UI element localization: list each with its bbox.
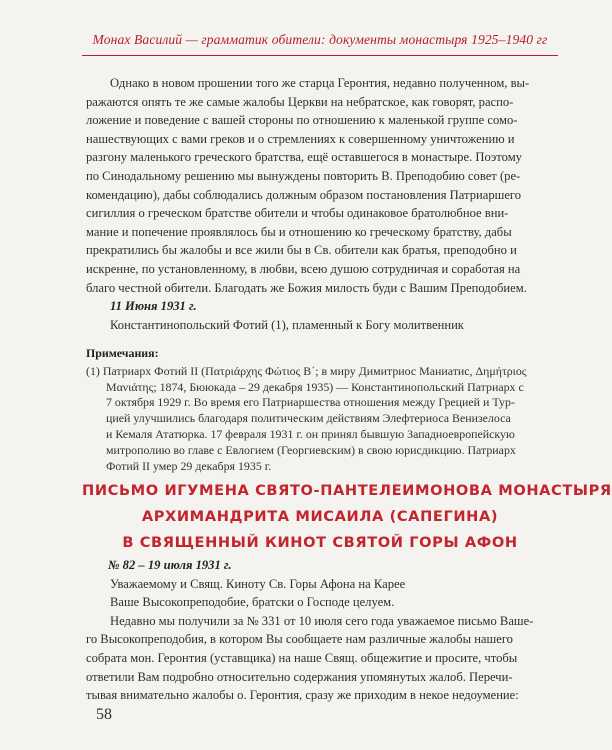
paragraph-line: Недавно мы получили за № 331 от 10 июля сего года уважаемое письмо Ваше- xyxy=(110,613,534,628)
notes xyxy=(86,346,556,474)
paragraph-line: го Высокопреподобия, в котором Вы сообщаете нам различные жалобы нашего xyxy=(86,632,513,647)
running-header: Монах Василий — грамматик обители: документы монастыря 1925–1940 гг xyxy=(92,32,548,47)
paragraph-line: тывая внимательно жалобы о. Геронтия, сразу же приходим в некое недоумение: xyxy=(86,688,519,703)
paragraph-line: по Синодальному решению мы вынуждены повторить В. Преподобию совет (ре- xyxy=(86,168,521,183)
header-rule xyxy=(82,55,558,56)
note-line: Μανιάτης; 1874, Бююкада – 29 декабря 1935) — Константинопольский Патриарх с xyxy=(106,379,524,394)
section-title xyxy=(82,478,612,556)
paragraph-line: сигиллия о греческом братстве обители и чтобы одинаковое братолюбное вни- xyxy=(86,206,509,221)
paragraph-line: Однако в новом прошении того же старца Геронтия, недавно полученном, вы- xyxy=(110,76,530,90)
note-line: и Кемаля Ататюрка. 17 февраля 1931 г. он принял бывшую Западноевропейскую xyxy=(106,426,515,441)
note-line: митрополию во главе с Евлогием (Георгиевским) в свою юрисдикцию. Патриарх xyxy=(106,442,516,457)
paragraph-line: прекратились бы жалобы и все жили бы в Св. обители как братья, преподобно и xyxy=(86,243,517,258)
note-line: цией улучшились благодаря политическим действиям Элефтериоса Венизелоса xyxy=(106,411,511,426)
document-number-date: № 82 – 19 июля 1931 г. xyxy=(108,558,232,572)
note-line: 7 октября 1929 г. Во время его Патриаршества отношения между Грецией и Тур- xyxy=(106,395,515,410)
note-line: Фотий II умер 29 декабря 1935 г. xyxy=(106,458,272,473)
letter-body xyxy=(86,74,556,334)
address-line: Ваше Высокопреподобие, братски о Господе целуем. xyxy=(110,595,395,610)
letter-date: 11 Июня 1931 г. xyxy=(110,299,197,314)
section-title-line: ПИСЬМО ИГУМЕНА СВЯТО-ПАНТЕЛЕИМОНОВА МОНАСТЫРЯ xyxy=(82,482,612,499)
section-title-line: В СВЯЩЕННЫЙ КИНОТ СВЯТОЙ ГОРЫ АФОН xyxy=(122,534,518,551)
notes-heading: Примечания: xyxy=(86,346,159,360)
paragraph-line: искренне, по установленному, в любви, всею душою сотрудничая и соработая на xyxy=(86,261,521,276)
address-line: Уважаемому и Свящ. Киноту Св. Горы Афона на Карее xyxy=(110,576,406,591)
paragraph-line: нашествующих с вами греков и о стремлениях к совершенному уничтожению и xyxy=(86,131,515,146)
section-title-line: АРХИМАНДРИТА МИСАИЛА (САПЕГИНА) xyxy=(141,508,499,525)
paragraph-line: собрата мон. Геронтия (уставщика) на наше Свящ. общежитие и просите, чтобы xyxy=(86,650,518,665)
paragraph-line: благо честной обители. Благодать же Божия милость буди с Вашим Преподобием. xyxy=(86,280,527,295)
paragraph-line: комендацию), дабы соблюдались должным образом постановления Патриаршего xyxy=(86,187,522,202)
note-line: (1) Патриарх Фотий II (Πατριάρχης Φώτιος Β΄; в миру Димитриос Маниатис, Δημήτριος xyxy=(86,363,527,378)
second-letter xyxy=(86,556,556,705)
page-number: 58 xyxy=(96,706,112,723)
paragraph-line: ответили Вам подробно относительно содержания упомянутых жалоб. Перечи- xyxy=(86,669,513,684)
paragraph-line: ложение и поведение с вашей стороны по отношению к маленькой группе сомо- xyxy=(86,113,518,128)
paragraph-line: мание и попечение проявлялось бы и отношению ко греческому братству, дабы xyxy=(86,224,512,239)
paragraph-line: ражаются опять те же самые жалобы Церкви на небратское, как говорят, распо- xyxy=(86,94,514,109)
letter-signature: Константинопольский Фотий (1), пламенный к Богу молитвенник xyxy=(110,317,464,332)
paragraph-line: разгону маленького греческого братства, ещё оставшегося в монастыре. Поэтому xyxy=(86,150,522,165)
